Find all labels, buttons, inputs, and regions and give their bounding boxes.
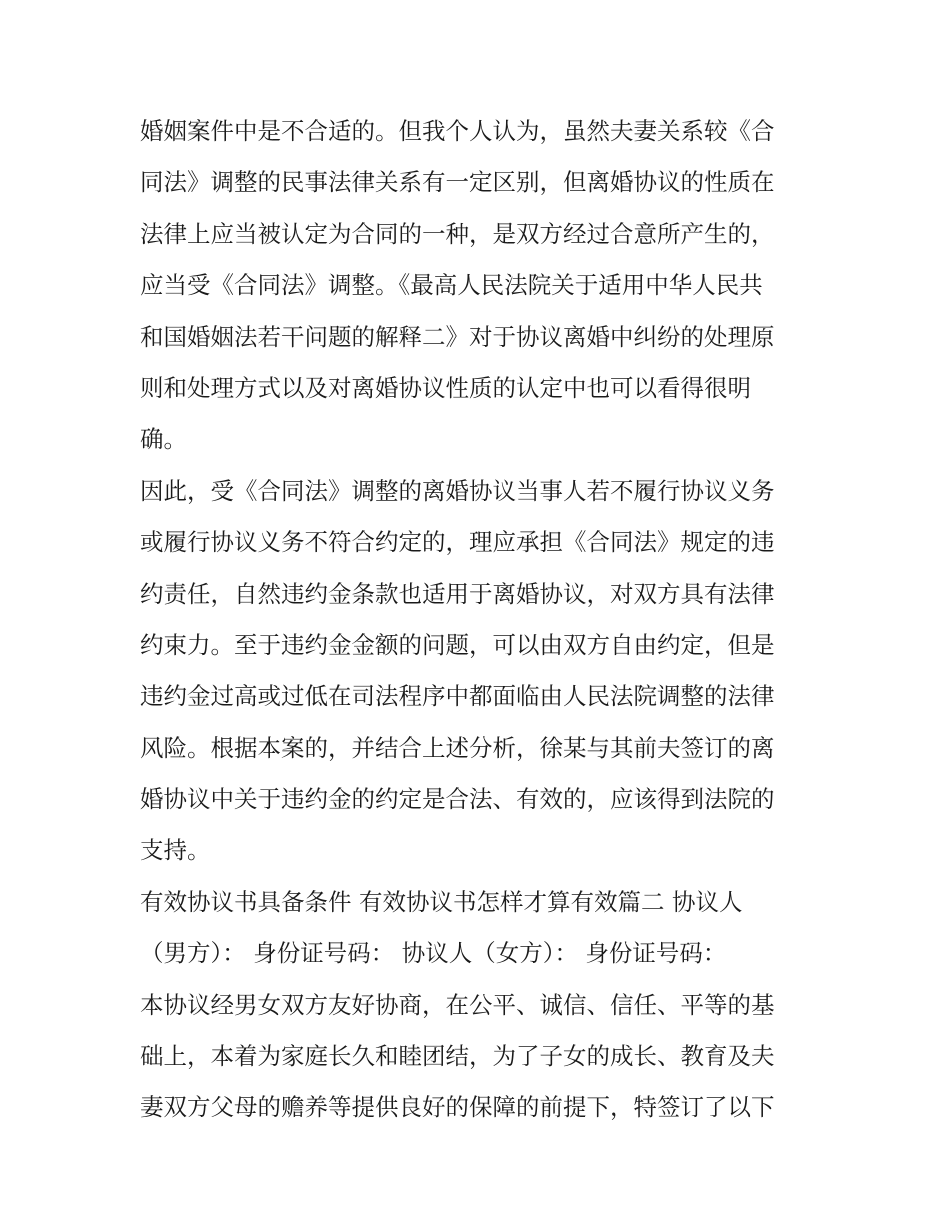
text-line: 因此，受《合同法》调整的离婚协议当事人若不履行协议义务: [140, 476, 775, 505]
text-line: 确。: [140, 425, 187, 454]
text-line: 约责任，自然违约金条款也适用于离婚协议，对双方具有法律: [140, 579, 775, 608]
text-line: 或履行协议义务不符合约定的，理应承担《合同法》规定的违: [140, 528, 775, 557]
text-line: 风险。根据本案的，并结合上述分析，徐某与其前夫签订的离: [140, 733, 775, 762]
text-line: 同法》调整的民事法律关系有一定区别，但离婚协议的性质在: [140, 168, 775, 197]
text-line: 违约金过高或过低在司法程序中都面临由人民法院调整的法律: [140, 682, 775, 711]
text-line: 支持。: [140, 836, 211, 865]
text-line: 法律上应当被认定为合同的一种，是双方经过合意所产生的，: [140, 219, 775, 248]
text-line: （男方）： 身份证号码： 协议人（女方）： 身份证号码：: [140, 939, 727, 968]
text-line: 有效协议书具备条件 有效协议书怎样才算有效篇二 协议人: [140, 887, 743, 916]
text-line: 婚协议中关于违约金的约定是合法、有效的，应该得到法院的: [140, 785, 775, 814]
text-line: 妻双方父母的赡养等提供良好的保障的前提下，特签订了以下: [140, 1093, 775, 1122]
document-body: [140, 106, 820, 1134]
text-line: 础上，本着为家庭长久和睦团结，为了子女的成长、教育及夫: [140, 1042, 775, 1071]
text-line: 和国婚姻法若干问题的解释二》对于协议离婚中纠纷的处理原: [140, 322, 775, 351]
text-line: 本协议经男女双方友好协商，在公平、诚信、信任、平等的基: [140, 990, 775, 1019]
text-line: 约束力。至于违约金金额的问题，可以由双方自由约定，但是: [140, 630, 775, 659]
text-line: 则和处理方式以及对离婚协议性质的认定中也可以看得很明: [140, 373, 751, 402]
text-line: 应当受《合同法》调整。《最高人民法院关于适用中华人民共: [140, 271, 763, 300]
text-line: 婚姻案件中是不合适的。但我个人认为，虽然夫妻关系较《合: [140, 117, 775, 145]
